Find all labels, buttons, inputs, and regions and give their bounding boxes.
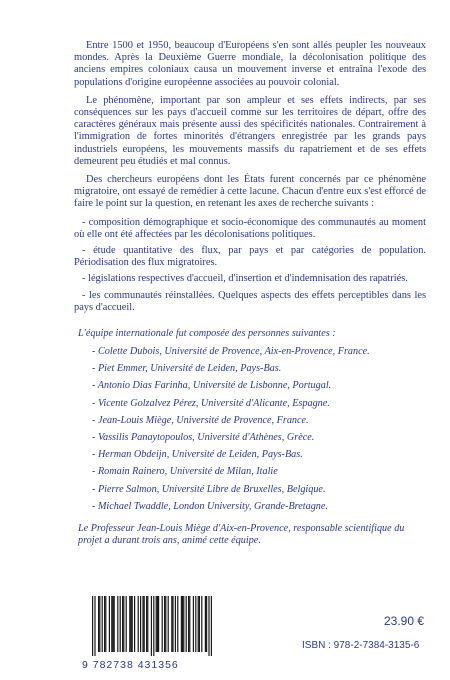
team-member: - Piet Emmer, Université de Leiden, Pays-Bas.: [92, 363, 282, 375]
team-member-list: [78, 346, 428, 513]
team-member: - Romain Rainero, Université de Milan, Italie: [92, 466, 278, 478]
barcode: [92, 596, 212, 656]
team-member: - Vicente Golzalvez Pérez, Université d'Alicante, Espagne.: [92, 397, 330, 409]
team-member: - Herman Obdeijn, Université de Leiden, Pays-Bas.: [92, 449, 303, 461]
team-member: - Vassilis Panaytopoulos, Université d'Athènes, Grèce.: [92, 431, 315, 443]
research-axis-1: - composition démographique et socio-économique des communautés au moment où elle ont été affectées par les décolonisations politiques.: [74, 216, 426, 240]
team-closing: Le Professeur Jean-Louis Miège d'Aix-en-Provence, responsable scientifique du projet a durant trois ans, animé cette équipe.: [78, 522, 405, 546]
team-lead: L'équipe internationale fut composée des personnes suivantes :: [78, 328, 336, 339]
intro-text: [74, 40, 426, 318]
research-axis-3: - législations respectives d'accueil, d'insertion et d'indemnisation des rapatriés.: [82, 273, 408, 285]
back-cover: [4, 4, 444, 676]
research-axis-4: - les communautés réinstallées. Quelques aspects des effets perceptibles dans les pays d'accueil.: [74, 289, 426, 313]
team-member: - Pierre Salmon, Université Libre de Bruxelles, Belgique.: [92, 483, 326, 495]
team-section: [78, 328, 428, 547]
intro-paragraph-1: Entre 1500 et 1950, beaucoup d'Européens s'en sont allés peupler les nouveaux mondes. Après la Deuxième Guerre mondiale, la décolonisation politique des anciens empires coloniaux causa un mouvement inverse et entraîna l'exode des populations d'origine européenne associées au pouvoir colonial.: [74, 40, 426, 88]
team-member: - Michael Twaddle, London University, Grande-Bretagne.: [92, 500, 328, 512]
isbn: ISBN : 978-2-7384-3135-6: [302, 640, 420, 651]
barcode-digits: 9 782738 431356: [82, 659, 179, 671]
intro-paragraph-2: Le phénomène, important par son ampleur et ses effets indirects, par ses conséquences sur les pays d'accueil comme sur les territoires de départ, offre des caractères généraux mais présente aussi des spécificités nationales. Contrairement à l'immigration de fortes minorités d'étrangers enregistrée par les grands pays industriels européens, les mouvements massifs du rapatriement et de ses effets demeurent peu étudiés et mal connus.: [74, 94, 426, 167]
intro-paragraph-3: Des chercheurs européens dont les États furent concernés par ce phénomène migratoire, ont essayé de remédier à cette lacune. Chacun d'entre eux s'est efforcé de faire le point sur la question, en retenant les axes de recherche suivants :: [74, 174, 426, 210]
price: 23.90 €: [384, 614, 425, 628]
team-member: - Jean-Louis Miège, Université de Provence, France.: [92, 414, 309, 426]
research-axis-2: - étude quantitative des flux, par pays et par catégories de population. Périodisation des flux migratoires.: [74, 245, 426, 269]
team-member: - Antonio Dias Farinha, Université de Lisbonne, Portugal.: [92, 380, 332, 392]
barcode-bars: [92, 596, 212, 656]
team-member: - Colette Dubois, Université de Provence, Aix-en-Provence, France.: [92, 346, 370, 357]
